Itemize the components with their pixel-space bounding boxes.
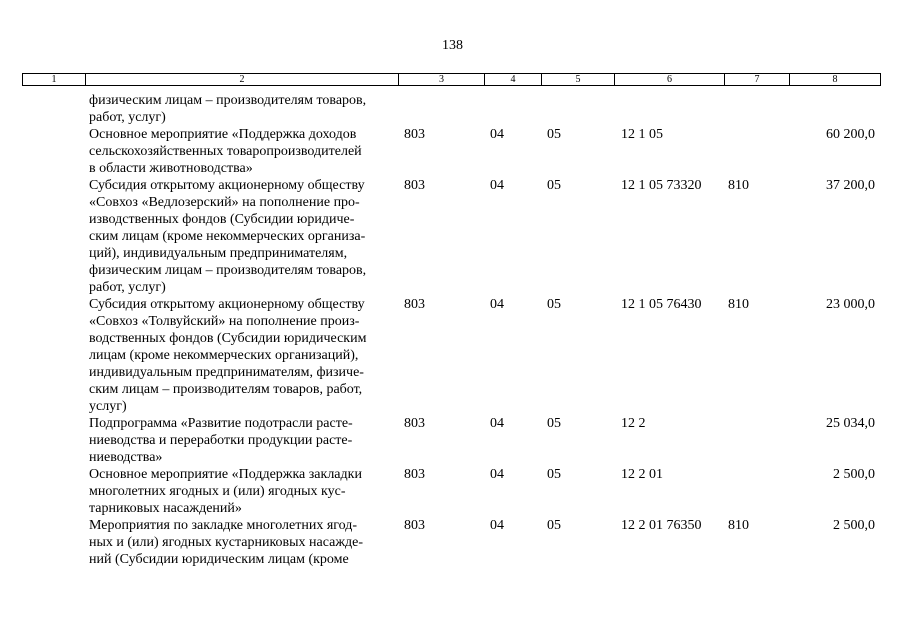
table-row [0,415,905,466]
section-code-cell: 04 [490,416,504,431]
admin-code-cell: 803 [404,518,425,533]
description-line: ниеводства и переработки продукции расте- [89,433,353,448]
description-line: ским лицам (кроме некоммерческих организа- [89,229,366,244]
column-header-row [22,73,881,86]
page-number: 138 [442,38,463,53]
target-article-cell: 12 1 05 [621,127,663,142]
description-line: изводственных фондов (Субсидии юридиче- [89,212,355,227]
description-line: Подпрограмма «Развитие подотрасли расте- [89,416,353,431]
subsection-code-cell: 05 [547,518,561,533]
subsection-code-cell: 05 [547,467,561,482]
description-line: «Совхоз «Толвуйский» на пополнение произ- [89,314,360,329]
subsection-code-cell: 05 [547,178,561,193]
row-description [89,415,389,466]
table-row [0,517,905,568]
row-description [89,177,389,296]
description-line: в области животноводства» [89,161,253,176]
description-line: ниеводства» [89,450,163,465]
target-article-cell: 12 1 05 76430 [621,297,702,312]
column-number-6: 6 [615,74,725,86]
description-line: Мероприятия по закладке многолетних ягод- [89,518,358,533]
description-line: сельскохозяйственных товаропроизводителей [89,144,362,159]
section-code-cell: 04 [490,297,504,312]
subsection-code-cell: 05 [547,127,561,142]
admin-code-cell: 803 [404,178,425,193]
target-article-cell: 12 2 01 [621,467,663,482]
table-body [0,92,905,568]
admin-code-cell: 803 [404,416,425,431]
column-number-3: 3 [399,74,485,86]
section-code-cell: 04 [490,178,504,193]
section-code-cell: 04 [490,127,504,142]
description-line: тарниковых насаждений» [89,501,242,516]
description-line: физическим лицам – производителям товаров, [89,93,367,108]
column-number-2: 2 [86,74,399,86]
description-line: ний (Субсидии юридическим лицам (кроме [89,552,349,567]
description-line: ций), индивидуальным предпринимателям, [89,246,348,261]
description-line: ским лицам – производителям товаров, работ, [89,382,363,397]
row-description [89,466,389,517]
description-line: лицам (кроме некоммерческих организаций), [89,348,359,363]
amount-cell: 37 200,0 [826,178,875,193]
target-article-cell: 12 2 01 76350 [621,518,702,533]
description-line: Основное мероприятие «Поддержка доходов [89,127,357,142]
description-line: услуг) [89,399,127,414]
target-article-cell: 12 2 [621,416,646,431]
description-line: индивидуальным предпринимателям, физиче- [89,365,364,380]
description-line: «Совхоз «Ведлозерский» на пополнение про- [89,195,360,210]
description-line: многолетних ягодных и (или) ягодных кус- [89,484,346,499]
column-number-1: 1 [23,74,86,86]
amount-cell: 2 500,0 [833,518,875,533]
section-code-cell: 04 [490,467,504,482]
row-description [89,296,389,415]
table-row [0,92,905,126]
amount-cell: 23 000,0 [826,297,875,312]
column-number-7: 7 [725,74,790,86]
table-row [0,466,905,517]
expense-type-cell: 810 [728,178,749,193]
admin-code-cell: 803 [404,297,425,312]
expense-type-cell: 810 [728,518,749,533]
description-line: работ, услуг) [89,110,166,125]
section-code-cell: 04 [490,518,504,533]
description-line: водственных фондов (Субсидии юридическим [89,331,367,346]
row-description [89,126,389,177]
description-line: Субсидия открытому акционерному обществу [89,297,365,312]
description-line: ных и (или) ягодных кустарниковых насажде- [89,535,364,550]
admin-code-cell: 803 [404,467,425,482]
description-line: Субсидия открытому акционерному обществу [89,178,365,193]
amount-cell: 60 200,0 [826,127,875,142]
table-row [0,296,905,415]
description-line: Основное мероприятие «Поддержка закладки [89,467,362,482]
column-number-8: 8 [790,74,881,86]
description-line: физическим лицам – производителям товаров, [89,263,367,278]
amount-cell: 25 034,0 [826,416,875,431]
description-line: работ, услуг) [89,280,166,295]
column-number-5: 5 [542,74,615,86]
expense-type-cell: 810 [728,297,749,312]
column-number-4: 4 [485,74,542,86]
subsection-code-cell: 05 [547,416,561,431]
target-article-cell: 12 1 05 73320 [621,178,702,193]
row-description [89,92,389,126]
admin-code-cell: 803 [404,127,425,142]
table-row [0,126,905,177]
amount-cell: 2 500,0 [833,467,875,482]
table-row [0,177,905,296]
subsection-code-cell: 05 [547,297,561,312]
row-description [89,517,389,568]
